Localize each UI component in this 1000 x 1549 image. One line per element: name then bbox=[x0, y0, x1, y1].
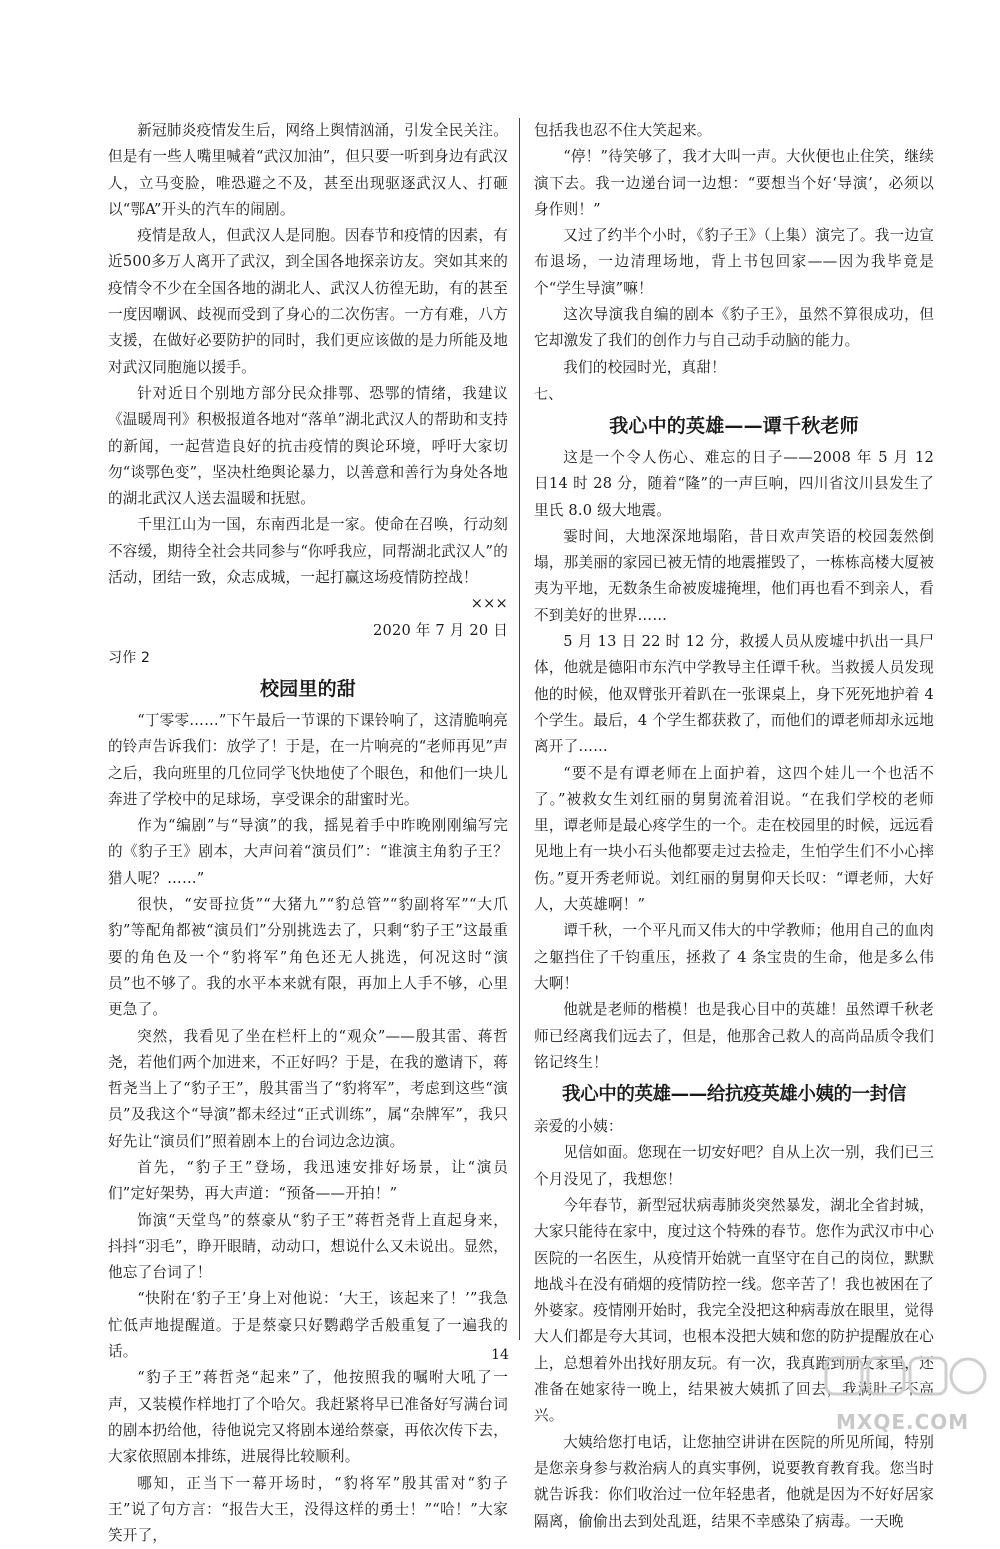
paragraph: 哪知，正当下一幕开场时，“豹将军”殷其雷对“豹子王”说了句方言：“报告大王，没得这样的勇士！”“哈！”大家笑开了， bbox=[108, 1474, 508, 1545]
paragraph: 又过了约半个小时，《豹子王》（上集）演完了。我一边宣布退场，一边清理场地，背上书包回家——因为我毕竟是个“学生导演”嘛！ bbox=[534, 227, 934, 297]
paragraph: “停！”待笑够了，我才大叫一声。大伙便也止住笑，继续演下去。我一边递台词一边想：“要想当个好‘导演’，必须以身作则！” bbox=[534, 148, 934, 218]
exercise-label: 习作 2 bbox=[108, 649, 151, 666]
paragraph: 这次导演我自编的剧本《豹子王》，虽然不算很成功，但它却激发了我们的创作力与自己动手动脑的能力。 bbox=[534, 306, 934, 350]
letter-date: 2020 年 7 月 20 日 bbox=[373, 621, 508, 639]
paragraph: 我们的校园时光，真甜！ bbox=[563, 358, 726, 376]
left-column bbox=[108, 118, 508, 1549]
watermark-text: MXQE.COM bbox=[836, 1410, 970, 1434]
paragraph: “快附在‘豹子王’身上对他说：‘大王，该起来了！’”我急忙低声地提醒道。于是蔡豪只好鹦鹉学舌般重复了一遍我的话。 bbox=[108, 1290, 508, 1361]
paragraph: 霎时间，大地深深地塌陷，昔日欢声笑语的校园轰然倒塌，那美丽的家园已被无情的地震摧毁了，一栋栋高楼大厦被夷为平地，无数条生命被废墟掩埋，他们再也看不到亲人，看不到美好的世界…… bbox=[534, 527, 934, 624]
paragraph: 他就是老师的楷模！也是我心目中的英雄！虽然谭千秋老师已经离我们远去了，但是，他那舍己救人的高尚品质令我们铭记终生！ bbox=[534, 1001, 934, 1071]
essay-title: 校园里的甜 bbox=[259, 677, 356, 700]
paragraph: “豹子王”蒋哲尧“起来”了，他按照我的嘱咐大吼了一声，又装模作样地打了个哈欠。我赶紧将早已准备好写满台词的剧本扔给他，待他说完又将剧本递给蔡豪，再依次传下去，大家依照剧本排练，进展得比较顺利。 bbox=[108, 1369, 508, 1466]
paragraph: 包括我也忍不住大笑起来。 bbox=[534, 122, 712, 139]
essay-title: 我心中的英雄——谭千秋老师 bbox=[609, 414, 859, 437]
letter-signature: ××× bbox=[470, 595, 508, 613]
paragraph: 这是一个令人伤心、难忘的日子——2008 年 5 月 12 日14 时 28 分，随着“隆”的一声巨响，四川省汶川县发生了里氏 8.0 级大地震。 bbox=[534, 448, 934, 519]
page-number: 14 bbox=[491, 1347, 509, 1363]
paragraph: 首先，“豹子王”登场，我迅速安排好场景，让“演员们”定好架势，再大声道：“预备——开拍！” bbox=[108, 1158, 508, 1203]
paragraph: 千里江山为一国，东南西北是一家。使命在召唤，行动刻不容缓，期待全社会共同参与“你呼我应，同帮湖北武汉人”的活动，团结一致，众志成城，一起打赢这场疫情防控战！ bbox=[108, 516, 508, 587]
paragraph: 作为“编剧”与“导演”的我，摇晃着手中昨晚刚刚编写完的《豹子王》剧本，大声问着“演员们”：“谁演主角豹子王？猎人呢？……” bbox=[108, 817, 508, 887]
paragraph: 新冠肺炎疫情发生后，网络上舆情汹涌，引发全民关注。但是有一些人嘴里喊着“武汉加油”，但只要一听到身边有武汉人，立马变脸，唯恐避之不及，甚至出现驱逐武汉人、打砸以“鄂A”开头的汽车的闹剧。 bbox=[108, 122, 508, 218]
paragraph: 疫情是敌人，但武汉人是同胞。因春节和疫情的因素，有近500多万人离开了武汉，到全国各地探亲访友。突如其来的疫情令不少在全国各地的湖北人、武汉人彷徨无助，有的甚至一度因嘲讽、歧视而受到了身心的二次伤害。一方有难，八方支援，在做好必要防护的同时，我们更应该做的是力所能及地对武汉同胞施以援手。 bbox=[108, 227, 508, 376]
right-column bbox=[534, 118, 934, 1535]
column-divider bbox=[519, 118, 520, 1340]
paragraph: “丁零零……”下午最后一节课的下课铃响了，这清脆响亮的铃声告诉我们：放学了！于是，在一片响亮的“老师再见”声之后，我向班里的几位同学飞快地使了个眼色，和他们一块儿奔进了学校中的足球场，享受课余的甜蜜时光。 bbox=[108, 711, 508, 808]
paragraph: 饰演“天堂鸟”的蔡豪从“豹子王”蒋哲尧背上直起身来，抖抖“羽毛”，睁开眼睛，动动口，想说什么又未说出。显然，他忘了台词了！ bbox=[108, 1211, 508, 1282]
paragraph: 5 月 13 日 22 时 12 分，救援人员从废墟中扒出一具尸体，他就是德阳市东汽中学教导主任谭千秋。当救援人员发现他的时候，他双臂张开着趴在一张课桌上，身下死死地护着 4 个学生。最后，4 个学生都获救了，而他们的谭老师却永远地离开了…… bbox=[534, 633, 934, 756]
paragraph: 针对近日个别地方部分民众排鄂、恐鄂的情绪，我建议《温暖周刊》积极报道各地对“落单”湖北武汉人的帮助和支持的新闻，一起营造良好的抗击疫情的舆论环境，呼吁大家切勿“谈鄂色变”，坚决杜绝舆论暴力，以善意和善行为身处各地的湖北武汉人送去温暖和抚慰。 bbox=[108, 384, 508, 508]
paragraph: 谭千秋，一个平凡而又伟大的中学教师；他用自己的血肉之躯挡住了千钧重压，拯救了 4 条宝贵的生命，他是多么伟大啊！ bbox=[534, 922, 934, 992]
letter-salutation: 亲爱的小姨： bbox=[534, 1118, 623, 1136]
essay-title: 我心中的英雄——给抗疫英雄小姨的一封信 bbox=[562, 1084, 906, 1106]
section-label: 七、 bbox=[534, 386, 563, 403]
paragraph: 见信如面。您现在一切安好吧？自从上次一别，我们已三个月没见了，我想您！ bbox=[534, 1144, 934, 1188]
paragraph: 大姨给您打电话，让您抽空讲讲在医院的所见所闻，特别是您亲身参与救治病人的真实事例，说要教育教育我。您当时就告诉我：你们收治过一位年轻患者，他就是因为不好好居家隔离，偷偷出去到处乱逛，结果不幸感染了病毒。一天晚 bbox=[534, 1433, 934, 1530]
paragraph: 今年春节，新型冠状病毒肺炎突然暴发，湖北全省封城，大家只能待在家中，度过这个特殊的春节。您作为武汉市中心医院的一名医生，从疫情开始就一直坚守在自己的岗位，默默地战斗在没有硝烟的疫情防控一线。您辛苦了！我也被困在了外婆家。疫情刚开始时，我完全没把这种病毒放在眼里，觉得大人们都是夸大其词，也根本没把大姨和您的防护提醒放在心上，总想着外出找好朋友玩。有一次，我真跑到朋友家里，还准备在她家待一晚上，结果被大姨抓了回去，我满肚子不高兴。 bbox=[534, 1196, 934, 1425]
paragraph: 突然，我看见了坐在栏杆上的“观众”——殷其雷、蒋哲尧，若他们两个加进来，不正好吗？于是，在我的邀请下，蒋哲尧当上了“豹子王”，殷其雷当了“豹将军”，考虑到这些“演员”及我这个“导演”都未经过“正式训练”，属“杂牌军”，我只好先让“演员们”照着剧本上的台词边念边演。 bbox=[108, 1027, 508, 1150]
paragraph: “要不是有谭老师在上面护着，这四个娃儿一个也活不了。”被救女生刘红丽的舅舅流着泪说。“在我们学校的老师里，谭老师是最心疼学生的一个。走在校园里的时候，远远看见地上有一块小石头他都要走过去捡走，生怕学生们不小心摔伤。”夏开秀老师说。刘红丽的舅舅仰天长叹：“谭老师，大好人，大英雄啊！” bbox=[534, 764, 934, 914]
paragraph: 很快，“安哥拉货”“大猪九”“豹总管”“豹副将军”“大爪豹”等配角都被“演员们”分别挑选去了，只剩“豹子王”这最重要的角色及一个“豹将军”角色还无人挑选，何况这时“演员”也不够了。我的水平本来就有限，再加上人手不够，心里更急了。 bbox=[108, 896, 508, 1019]
